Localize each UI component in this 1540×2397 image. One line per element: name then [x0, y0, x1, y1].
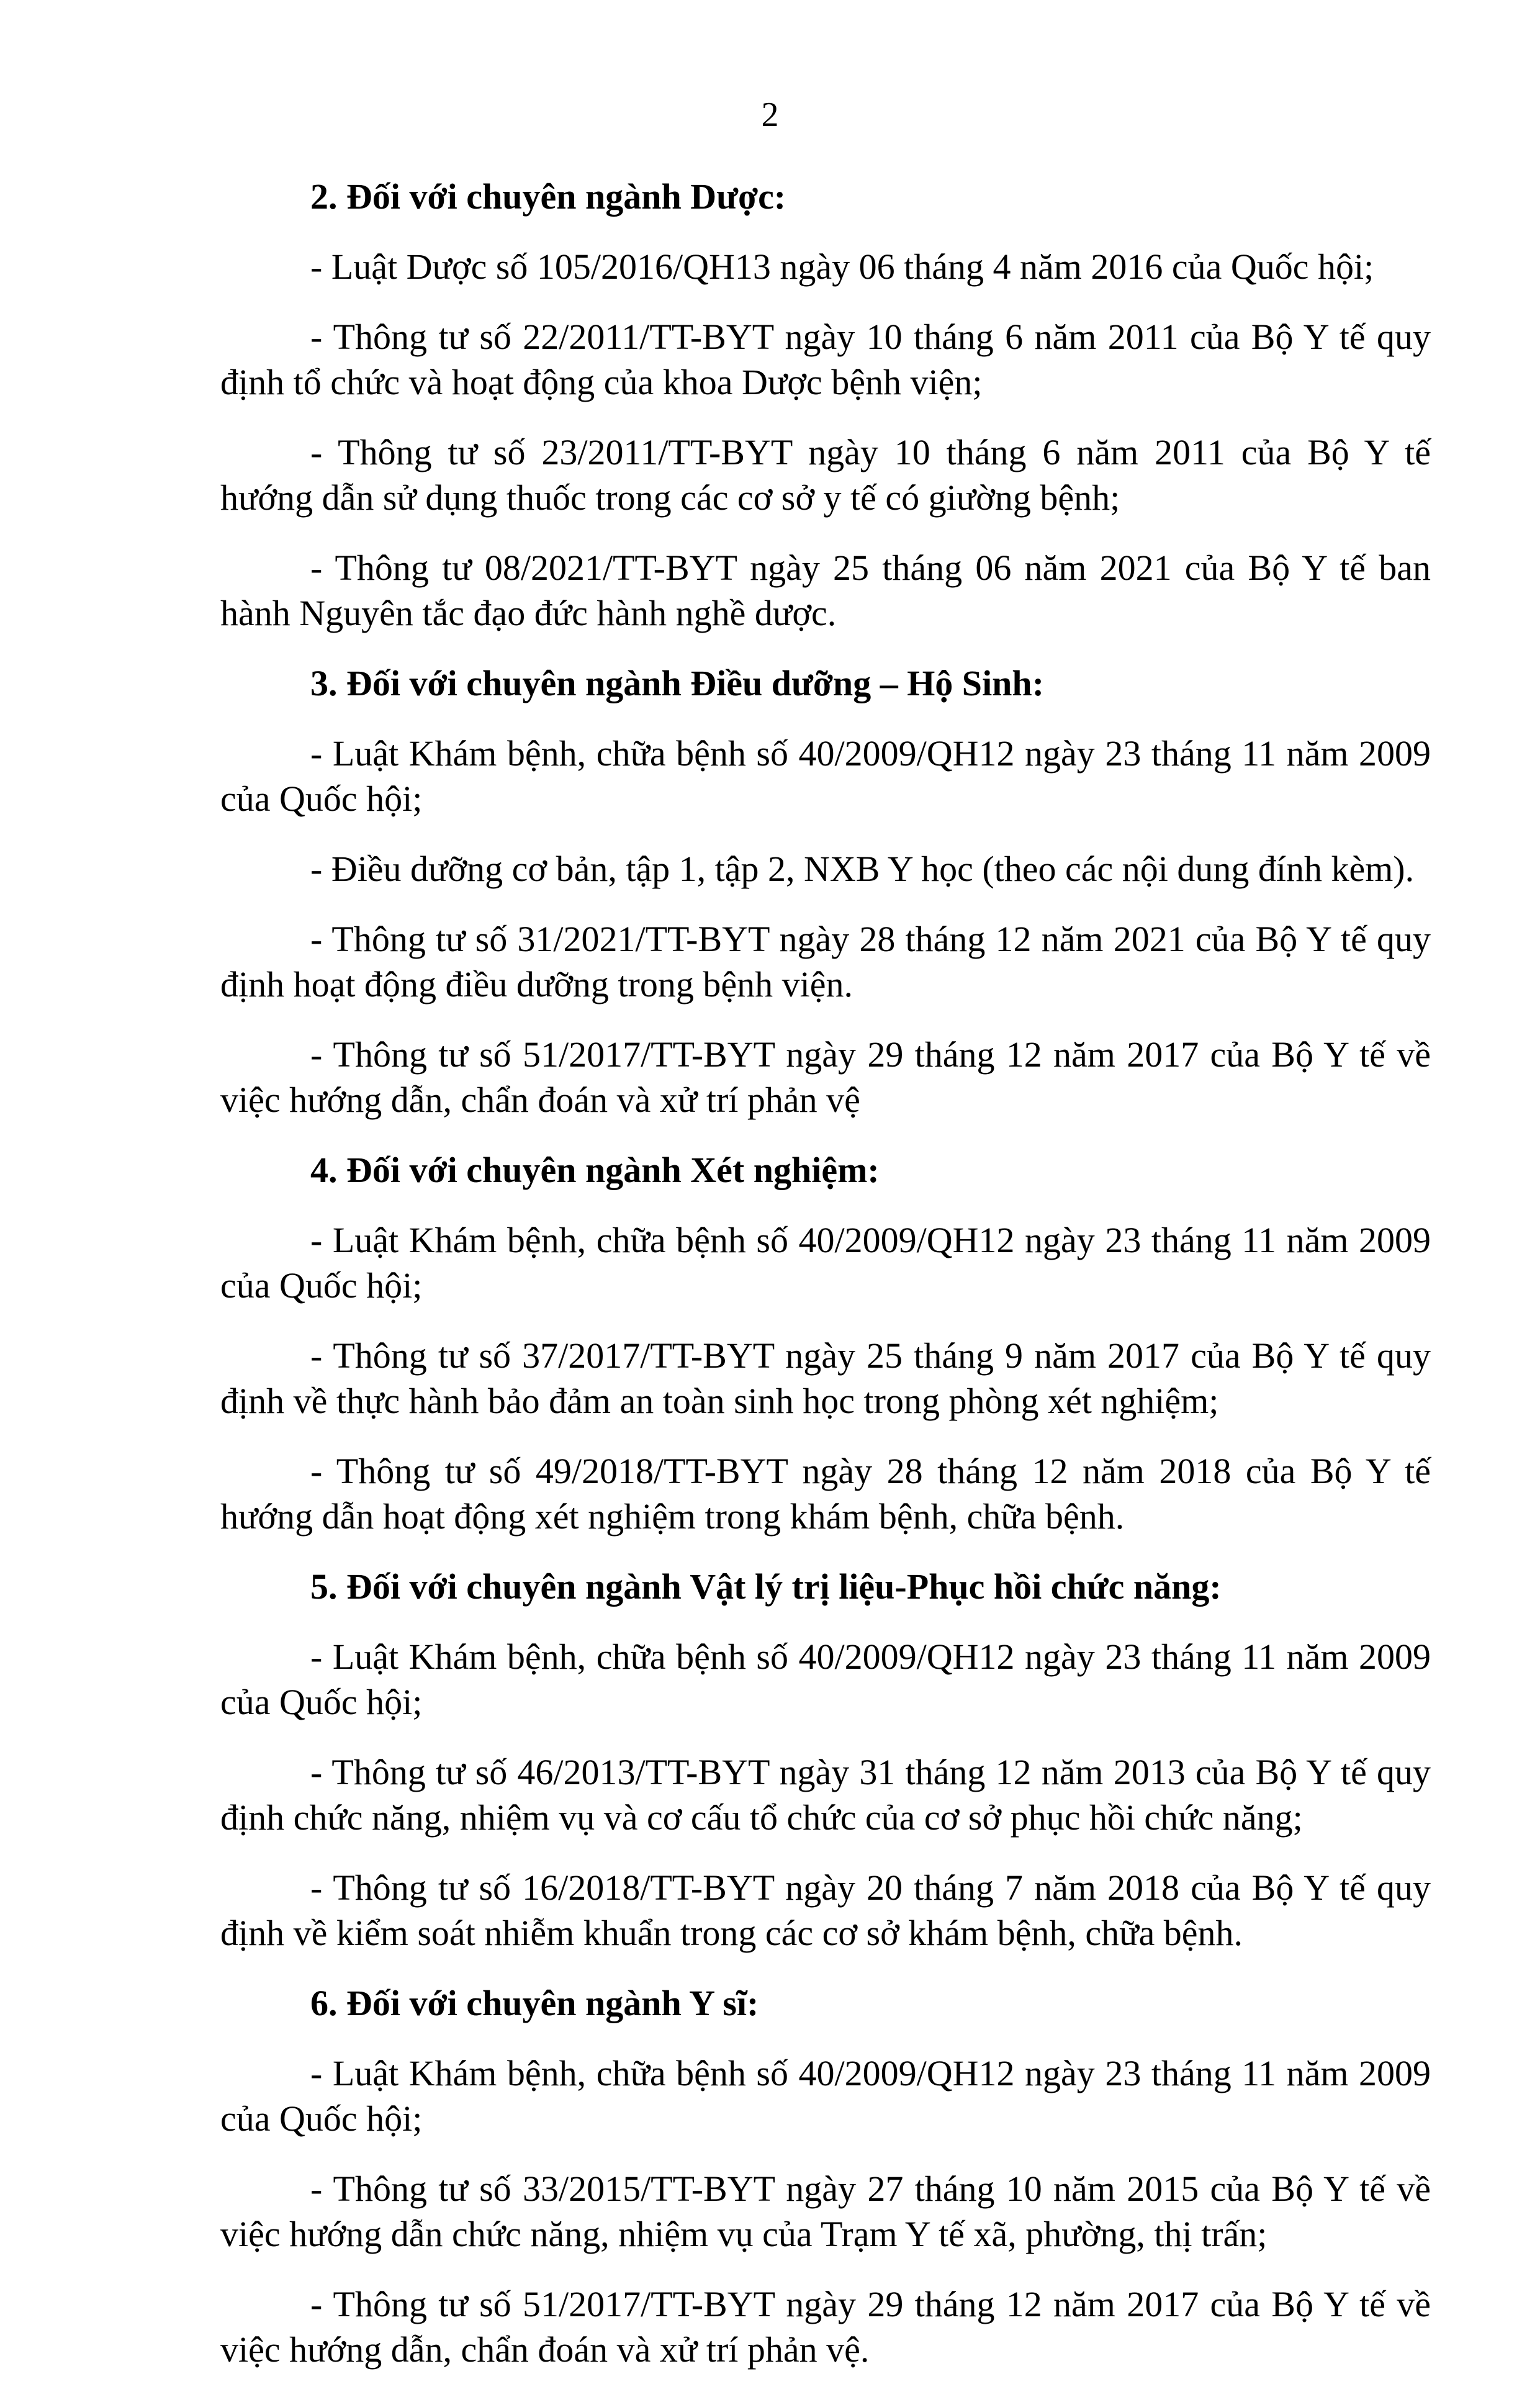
- list-item: - Thông tư số 23/2011/TT-BYT ngày 10 tháng 6 năm 2011 của Bộ Y tế hướng dẫn sử dụng thuốc trong các cơ sở y tế có giường bệnh;: [220, 432, 1431, 518]
- list-item: - Thông tư 08/2021/TT-BYT ngày 25 tháng 06 năm 2021 của Bộ Y tế ban hành Nguyên tắc đạo đức hành nghề dược.: [220, 548, 1431, 633]
- section-y-si: [220, 1980, 1431, 2372]
- section-duoc: [220, 174, 1431, 636]
- document-body: [220, 174, 1431, 2397]
- list-item: - Thông tư số 33/2015/TT-BYT ngày 27 tháng 10 năm 2015 của Bộ Y tế về việc hướng dẫn chức năng, nhiệm vụ của Trạm Y tế xã, phường, thị trấn;: [220, 2169, 1431, 2254]
- list-item: - Điều dưỡng cơ bản, tập 1, tập 2, NXB Y học (theo các nội dung đính kèm).: [310, 849, 1415, 889]
- section-heading: 3. Đối với chuyên ngành Điều dưỡng – Hộ Sinh:: [310, 663, 1045, 703]
- list-item: - Luật Khám bệnh, chữa bệnh số 40/2009/QH12 ngày 23 tháng 11 năm 2009 của Quốc hội;: [220, 733, 1431, 819]
- section-vat-ly-tri-lieu: [220, 1564, 1431, 1956]
- section-heading: 4. Đối với chuyên ngành Xét nghiệm:: [310, 1150, 880, 1190]
- list-item: - Thông tư số 46/2013/TT-BYT ngày 31 tháng 12 năm 2013 của Bộ Y tế quy định chức năng, nhiệm vụ và cơ cấu tổ chức của cơ sở phục hồi chức năng;: [220, 1752, 1431, 1838]
- list-item: - Luật Dược số 105/2016/QH13 ngày 06 tháng 4 năm 2016 của Quốc hội;: [310, 246, 1374, 287]
- section-heading: 2. Đối với chuyên ngành Dược:: [310, 176, 786, 217]
- section-xet-nghiem: [220, 1147, 1431, 1539]
- list-item: - Luật Khám bệnh, chữa bệnh số 40/2009/QH12 ngày 23 tháng 11 năm 2009 của Quốc hội;: [220, 1220, 1431, 1306]
- list-item: - Luật Khám bệnh, chữa bệnh số 40/2009/QH12 ngày 23 tháng 11 năm 2009 của Quốc hội;: [220, 1636, 1431, 1722]
- list-item: - Thông tư số 51/2017/TT-BYT ngày 29 tháng 12 năm 2017 của Bộ Y tế về việc hướng dẫn, chẩn đoán và xử trí phản vệ.: [220, 2284, 1431, 2370]
- section-heading: 5. Đối với chuyên ngành Vật lý trị liệu-Phục hồi chức năng:: [310, 1566, 1222, 1607]
- list-item: - Thông tư số 22/2011/TT-BYT ngày 10 tháng 6 năm 2011 của Bộ Y tế quy định tổ chức và hoạt động của khoa Dược bệnh viện;: [220, 317, 1431, 402]
- list-item: - Luật Khám bệnh, chữa bệnh số 40/2009/QH12 ngày 23 tháng 11 năm 2009 của Quốc hội;: [220, 2053, 1431, 2139]
- page-number: 2: [761, 96, 779, 134]
- list-item: - Thông tư số 49/2018/TT-BYT ngày 28 tháng 12 năm 2018 của Bộ Y tế hướng dẫn hoạt động xét nghiệm trong khám bệnh, chữa bệnh.: [220, 1451, 1431, 1537]
- section-dieu-duong-ho-sinh: [220, 661, 1431, 1122]
- list-item: - Thông tư số 51/2017/TT-BYT ngày 29 tháng 12 năm 2017 của Bộ Y tế về việc hướng dẫn, chẩn đoán và xử trí phản vệ: [220, 1034, 1431, 1120]
- section-heading: 6. Đối với chuyên ngành Y sĩ:: [310, 1983, 759, 2023]
- list-item: - Thông tư số 16/2018/TT-BYT ngày 20 tháng 7 năm 2018 của Bộ Y tế quy định về kiểm soát nhiễm khuẩn trong các cơ sở khám bệnh, chữa bệnh.: [220, 1867, 1431, 1953]
- list-item: - Thông tư số 37/2017/TT-BYT ngày 25 tháng 9 năm 2017 của Bộ Y tế quy định về thực hành bảo đảm an toàn sinh học trong phòng xét nghiệm;: [220, 1335, 1431, 1421]
- list-item: - Thông tư số 31/2021/TT-BYT ngày 28 tháng 12 năm 2021 của Bộ Y tế quy định hoạt động điều dưỡng trong bệnh viện.: [220, 919, 1431, 1004]
